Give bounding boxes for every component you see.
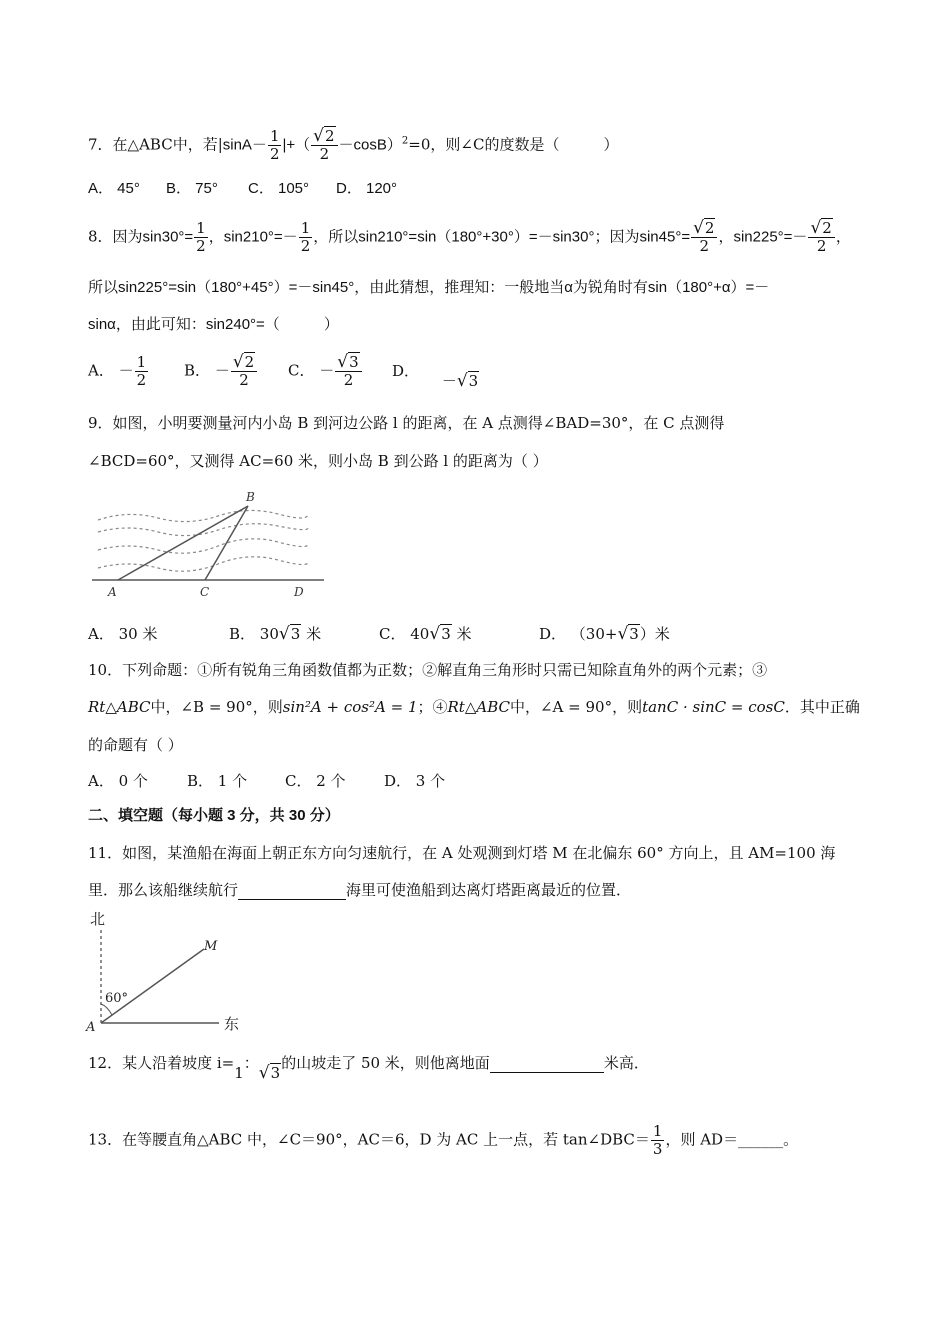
q8-text-1: 因为sin30°=	[112, 228, 194, 246]
label-b: B	[246, 490, 255, 504]
q10-line-1: 10．下列命题：①所有锐角三角函数值都为正数；②解直角三角形时只需已知除直角外的两个元素；③	[88, 661, 768, 679]
q8-option-d[interactable]: D． －√3	[392, 361, 479, 391]
segment-am	[101, 949, 204, 1023]
q10-formula-1: sin²A + cos²A = 1	[282, 698, 418, 716]
north-label: 北	[90, 910, 106, 928]
section-2-heading: 二、填空题（每小题 3 分，共 30 分）	[88, 807, 340, 824]
q11-figure	[84, 906, 254, 1036]
den: 2	[136, 371, 147, 389]
num: 1	[136, 353, 147, 371]
q8-line-2: 所以sin225°=sin（180°+45°）=－sin45°，由此猜想，推理知：一般地当α为锐角时有sin（180°+α）=－	[88, 279, 770, 296]
q8-frac-2	[299, 220, 313, 255]
q9-option-d[interactable]: D． （30+√3）米	[539, 624, 670, 644]
minus-sign: －	[441, 371, 457, 390]
segment-cb	[205, 506, 248, 580]
q8-option-b[interactable]: B． － $\frac{√2}{2}$	[184, 354, 288, 389]
q13-text-b: ，则 AD＝______。	[665, 1130, 799, 1149]
q7-sqrt-radicand: 2	[325, 127, 335, 145]
q7-exponent: 2	[401, 135, 409, 147]
q8-line-3-text: sinα，由此可知：sin240°=（	[88, 316, 280, 333]
q8-radicand: 2	[822, 219, 832, 237]
q11-line-1: 11．如图，某渔船在海面上朝正东方向匀速航行，在 A 处观测到灯塔 M 在北偏东 60° 方向上，且 AM=100 海	[88, 844, 836, 862]
q9-line-1: 9．如图，小明要测量河内小岛 B 到河边公路 l 的距离，在 A 点测得∠BAD=30°，在 C 点测得	[88, 414, 725, 432]
q12-text-b: 的山坡走了 50 米，则他离地面	[281, 1054, 490, 1072]
q8-option-c[interactable]: C． － $\frac{√3}{2}$	[288, 354, 392, 389]
river-wave-2	[98, 524, 308, 536]
q12-ratio-1: 1	[234, 1064, 244, 1082]
q9-option-b[interactable]: B． 30√3 米	[229, 624, 322, 644]
q10-rt-abc-2: Rt△ABC	[447, 698, 510, 716]
q7-number: 7．	[88, 135, 113, 154]
q12-answer-blank[interactable]	[490, 1056, 604, 1073]
q13-text-a: 13．在等腰直角△ABC 中，∠C＝90°，AC＝6，D 为 AC 上一点，若 tan∠DBC＝	[88, 1130, 650, 1149]
q10-line-3: 的命题有（ ）	[88, 736, 183, 754]
angle-label: 60°	[105, 991, 129, 1006]
q10-text-b: 中，∠B = 90°，则	[150, 698, 283, 716]
q8-den: 2	[699, 237, 710, 255]
radicand: 3	[468, 371, 479, 390]
q8-options	[88, 354, 479, 389]
q8-frac-2-num: 1	[300, 219, 311, 237]
q11-text-b: 海里可使渔船到达离灯塔距离最近的位置．	[346, 881, 632, 899]
q11-text-a: 里．那么该船继续航行	[88, 881, 239, 899]
q9-figure	[88, 488, 328, 600]
q8-sqrt-frac-1: $\frac{√2}{2}$	[691, 220, 717, 255]
den: 2	[239, 371, 249, 389]
q7-option-a[interactable]: A． 45°	[88, 180, 140, 197]
q7-text-b: sinA－	[222, 136, 267, 154]
q9-option-c[interactable]: C． 40√3 米	[379, 624, 472, 644]
q10-text-d: ；④	[417, 698, 448, 716]
q7-option-c[interactable]: C． 105°	[248, 180, 310, 197]
q7-option-d[interactable]: D． 120°	[336, 180, 398, 197]
radicand: 3	[441, 625, 451, 643]
label-c: C	[200, 585, 210, 599]
minus-sign: －	[214, 361, 230, 380]
east-label: 东	[224, 1015, 240, 1033]
q9-options	[88, 624, 670, 644]
q9-line-2: ∠BCD=60°，又测得 AC=60 米，则小岛 B 到公路 l 的距离为（ ）	[88, 452, 548, 470]
q10-text-h: ．其中正确	[784, 698, 860, 716]
q8-text-3: ，所以sin210°=sin（180°+30°）=－sin30°；因为sin45°=	[313, 228, 691, 246]
q13-line	[88, 1123, 798, 1158]
q9-option-c-text: C． 40	[379, 625, 430, 643]
q8-option-a-label: A．	[88, 361, 114, 380]
q8-frac-1	[194, 220, 208, 255]
q9-option-b-unit: 米	[306, 625, 322, 643]
q10-text-f: 中，∠A = 90°，则	[509, 698, 643, 716]
q8-number: 8．	[88, 227, 113, 246]
q13-frac-num: 1	[652, 1122, 663, 1140]
q8-option-c-label: C．	[288, 361, 315, 380]
q11-answer-blank[interactable]	[238, 883, 346, 900]
label-a: A	[86, 1020, 96, 1035]
minus-sign: －	[319, 361, 335, 380]
q11-line-2	[88, 880, 631, 900]
q7-fraction	[268, 128, 282, 163]
q10-formula-2: tanC · sinC = cosC	[642, 698, 785, 716]
q7-text-d: －cosB）	[338, 136, 402, 154]
radicand: 3	[290, 625, 301, 643]
q7-text-c: |+（	[282, 136, 311, 154]
q12-sqrt3: √3	[258, 1063, 281, 1083]
q12-line	[88, 1053, 649, 1083]
q7-sqrt-fraction	[311, 128, 337, 163]
label-a: A	[108, 585, 117, 599]
q8-text-4: ，sin225°=－	[718, 228, 808, 246]
q7-frac-num: 1	[269, 127, 280, 145]
q7-line	[88, 128, 618, 163]
q8-option-d-label: D．	[392, 361, 420, 380]
q8-text-2: ，sin210°=－	[208, 228, 298, 246]
q7-sqrt-den: 2	[319, 145, 330, 163]
q8-den: 2	[816, 237, 827, 255]
q10-line-2	[88, 697, 860, 717]
q13-frac-den: 3	[652, 1140, 663, 1158]
q9-option-a[interactable]: A． 30 米	[88, 625, 158, 643]
q8-line-1	[88, 220, 851, 255]
q7-frac-den: 2	[269, 145, 280, 163]
q10-rt-abc-1: Rt△ABC	[88, 698, 151, 716]
q8-option-a[interactable]	[88, 354, 184, 389]
q10-option-d[interactable]: D． 3 个	[384, 772, 446, 790]
q7-sqrt-num: √2	[311, 128, 337, 146]
radicand: 3	[349, 353, 359, 371]
radicand: 2	[244, 353, 255, 371]
q10-option-a[interactable]: A． 0 个	[88, 772, 148, 790]
q12-text-a: 12．某人沿着坡度 i=	[88, 1054, 235, 1072]
q7-text-e: =0，则∠C的度数是（	[408, 135, 560, 154]
den: 2	[343, 371, 354, 389]
q8-option-b-label: B．	[184, 361, 211, 380]
q9-option-d-unit: ）米	[639, 625, 670, 643]
q9-option-d-text: D． （30+	[539, 625, 618, 643]
river-wave-3	[98, 539, 308, 553]
q8-text-5: ，	[835, 228, 851, 246]
q13-fraction	[651, 1123, 665, 1158]
q12-text-c: 米高．	[603, 1054, 649, 1072]
label-m: M	[204, 939, 218, 954]
q7-option-b[interactable]: B． 75°	[166, 180, 218, 197]
radicand: 3	[629, 625, 639, 643]
q8-frac-2-den: 2	[300, 237, 311, 255]
q10-options	[88, 771, 445, 791]
q8-line-3-paren: ）	[323, 316, 339, 333]
q8-radicand: 2	[704, 219, 715, 237]
q12-radicand: 3	[270, 1064, 281, 1082]
q12-colon: ：	[243, 1054, 259, 1072]
river-wave-1	[98, 510, 308, 521]
q8-sqrt-frac-2: $\frac{√2}{2}$	[808, 220, 834, 255]
q8-line-3	[88, 315, 339, 335]
q10-option-b[interactable]: B． 1 个	[187, 772, 248, 790]
river-wave-4	[98, 557, 308, 571]
q7-text-a: 在△ABC中，若|	[112, 135, 223, 154]
label-d: D	[294, 585, 304, 599]
q7-text-f: ）	[603, 135, 619, 154]
q10-option-c[interactable]: C． 2 个	[285, 772, 346, 790]
q9-option-c-unit: 米	[456, 625, 472, 643]
minus-sign: －	[118, 361, 134, 380]
q9-option-b-text: B． 30	[229, 625, 279, 643]
q8-frac-1-num: 1	[196, 219, 206, 237]
q7-options	[88, 178, 397, 199]
q8-frac-1-den: 2	[196, 237, 206, 255]
